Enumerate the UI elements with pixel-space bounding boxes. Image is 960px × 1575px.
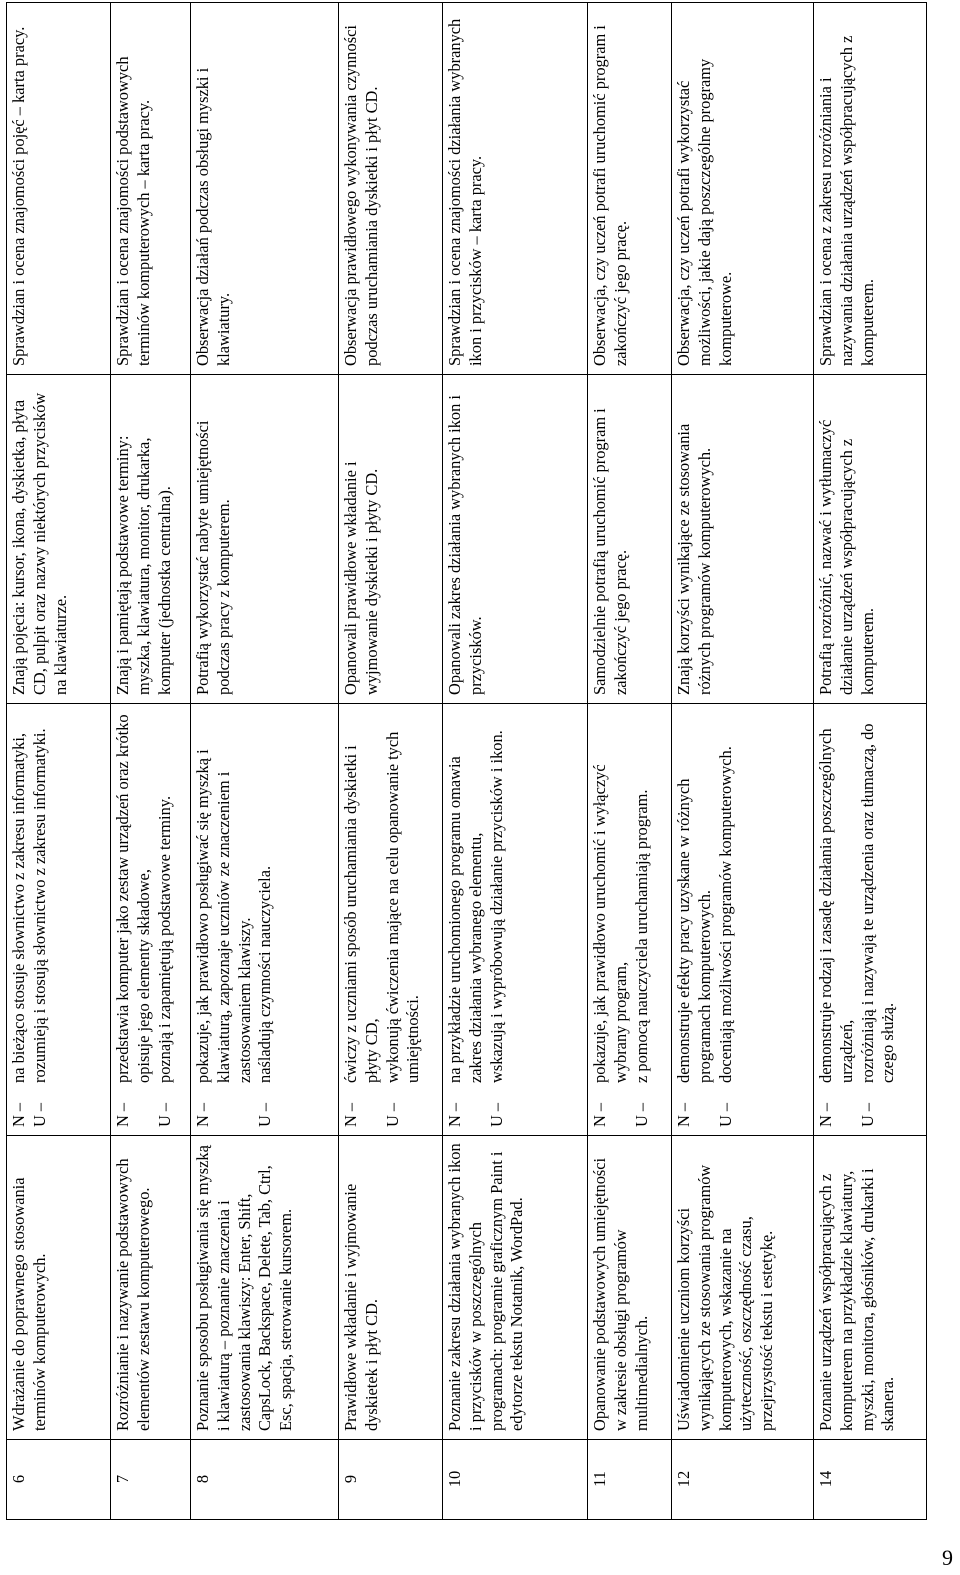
activity-item: [30, 711, 51, 1127]
row-number: 7: [111, 1440, 191, 1520]
activity-item: [487, 711, 508, 1127]
activity-text: pokazuje, jak prawidłowo posługiwać się myszką i klawiaturą, zapoznaje uczniów ze znaczeniem i zastosowaniem klawiszy.: [193, 749, 254, 1083]
activity-item: [590, 711, 632, 1127]
activities-cell: [191, 704, 339, 1136]
goal-cell: Poznanie zakresu działania wybranych ikon i przycisków w poszczególnych programach: programie graficznym Paint i edytorze tekstu Notatnik, WordPad.: [443, 1136, 588, 1440]
actor-label: N –: [193, 1102, 212, 1127]
actor-label: U –: [631, 1102, 651, 1127]
row-number: 11: [588, 1440, 672, 1520]
goal-cell: Uświadomienie uczniom korzyści wynikających ze stosowania programów komputerowych, wskazanie na użyteczność, oszczędność czasu, przejrzystość tekstu i estetykę.: [672, 1136, 814, 1440]
row-number: 10: [443, 1440, 588, 1520]
rotated-page: [6, 3, 926, 1520]
evaluation-cell: Sprawdzian i ocena z zakresu rozróżniania i nazywania działania urządzeń współpracujących z komputerem.: [814, 3, 927, 375]
goal-cell: Rozróżnianie i nazywanie podstawowych elementów zestawu komputerowego.: [111, 1136, 191, 1440]
activity-item: [383, 711, 425, 1127]
activity-item: [9, 711, 30, 1127]
row-number: 8: [191, 1440, 339, 1520]
activity-text: demonstruje rodzaj i zasadę działania poszczególnych urządzeń,: [816, 728, 856, 1083]
evaluation-cell: Obserwacja, czy uczeń potrafi uruchomić program i zakończyć jego pracę.: [588, 3, 672, 375]
goal-cell: Opanowanie podstawowych umiejętności w zakresie obsługi programów multimedialnych.: [588, 1136, 672, 1440]
actor-label: U –: [255, 1102, 275, 1127]
lesson-plan-body: [7, 3, 927, 1520]
table-row: [191, 3, 339, 1520]
goal-cell: Poznanie sposobu posługiwania się myszką i klawiaturą – poznanie znaczenia i zastosowania klawiszy: Enter, Shift, CapsLock, Backspace, Delete, Tab, Ctrl, Esc, spacja, sterowanie kursorem.: [191, 1136, 339, 1440]
actor-label: U –: [382, 1102, 402, 1127]
lesson-plan-table: [6, 2, 927, 1520]
activity-item: [193, 711, 255, 1127]
evaluation-cell: Obserwacja działań podczas obsługi myszki i klawiatury.: [191, 3, 339, 375]
actor-label: N –: [590, 1102, 609, 1127]
activity-item: [113, 711, 155, 1127]
activity-text: na przykładzie uruchomionego programu omawia zakres działania wybranego elementu,: [445, 756, 485, 1083]
page-number: 9: [942, 1545, 953, 1570]
activities-cell: [672, 704, 814, 1136]
outcome-cell: Znają korzyści wynikające ze stosowania różnych programów komputerowych.: [672, 375, 814, 704]
goal-cell: Poznanie urządzeń współpracujących z komputerem na przykładzie klawiatury, myszki, monitora, głośników, drukarki i skanera.: [814, 1136, 927, 1440]
activity-text: przedstawia komputer jako zestaw urządzeń oraz krótko opisuje jego elementy składowe,: [113, 714, 153, 1083]
outcome-cell: Znają i pamiętają podstawowe terminy: myszka, klawiatura, monitor, drukarka, komputer (jednostka centralna).: [111, 375, 191, 704]
actor-label: N –: [674, 1102, 693, 1127]
activity-text: poznają i zapamiętują podstawowe terminy.: [154, 795, 174, 1083]
activities-cell: [111, 704, 191, 1136]
activity-text: na bieżąco stosuje słownictwo z zakresu informatyki,: [9, 732, 28, 1083]
row-number: 6: [7, 1440, 111, 1520]
row-number: 14: [814, 1440, 927, 1520]
activities-cell: [443, 704, 588, 1136]
activity-text: naśladują czynności nauczyciela.: [255, 865, 275, 1083]
activities-cell: [7, 704, 111, 1136]
activity-text: ćwiczy z uczniami sposób uruchamiania dyskietki i płyty CD,: [341, 745, 381, 1083]
evaluation-cell: Obserwacja, czy uczeń potrafi wykorzystać możliwości, jakie dają poszczególne programy komputerowe.: [672, 3, 814, 375]
outcome-cell: Znają pojęcia: kursor, ikona, dyskietka, płyta CD, pulpit oraz nazwy niektórych przycisków na klawiaturze.: [7, 375, 111, 704]
table-row: [814, 3, 927, 1520]
actor-label: N –: [113, 1102, 132, 1127]
table-row: [588, 3, 672, 1520]
activities-cell: [588, 704, 672, 1136]
row-number: 9: [339, 1440, 443, 1520]
activity-text: demonstruje efekty pracy uzyskane w różnych programach komputerowych.: [674, 778, 714, 1083]
activity-text: doceniają możliwości programów komputerowych.: [715, 746, 735, 1083]
table-row: [339, 3, 443, 1520]
activity-item: [858, 711, 900, 1127]
outcome-cell: Potrafią rozróżnić, nazwać i wytłumaczyć działanie urządzeń współpracujących z komputerem.: [814, 375, 927, 704]
actor-label: N –: [9, 1102, 28, 1127]
activity-item: [632, 711, 653, 1127]
outcome-cell: Opanowali prawidłowe wkładanie i wyjmowanie dyskietki i płyty CD.: [339, 375, 443, 704]
outcome-cell: Samodzielnie potrafią uruchomić program i zakończyć jego pracę.: [588, 375, 672, 704]
activity-text: pokazuje, jak prawidłowo uruchomić i wyłączyć wybrany program,: [590, 764, 630, 1083]
table-row: [672, 3, 814, 1520]
activities-cell: [339, 704, 443, 1136]
evaluation-cell: Sprawdzian i ocena znajomości pojęć – karta pracy.: [7, 3, 111, 375]
activity-text: rozumieją i stosują słownictwo z zakresu informatyki.: [29, 728, 49, 1083]
row-number: 12: [672, 1440, 814, 1520]
activity-item: [255, 711, 276, 1127]
actor-label: N –: [816, 1102, 835, 1127]
activity-item: [445, 711, 487, 1127]
outcome-cell: Potrafią wykorzystać nabyte umiejętności podczas pracy z komputerem.: [191, 375, 339, 704]
activity-item: [674, 711, 716, 1127]
activity-item: [155, 711, 176, 1127]
evaluation-cell: Obserwacja prawidłowego wykonywania czynności podczas uruchamiania dyskietki i płyt CD.: [339, 3, 443, 375]
table-row: [7, 3, 111, 1520]
actor-label: U –: [486, 1102, 506, 1127]
actor-label: U –: [715, 1102, 735, 1127]
activity-text: rozróżniają i nazywają te urządzenia oraz tłumaczą, do czego służą.: [857, 723, 898, 1083]
actor-label: U –: [29, 1102, 49, 1127]
actor-label: N –: [445, 1102, 464, 1127]
evaluation-cell: Sprawdzian i ocena znajomości działania wybranych ikon i przycisków – karta pracy.: [443, 3, 588, 375]
goal-cell: Wdrażanie do poprawnego stosowania terminów komputerowych.: [7, 1136, 111, 1440]
activity-item: [341, 711, 383, 1127]
actor-label: U –: [857, 1102, 877, 1127]
activity-text: wykonują ćwiczenia mające na celu opanowanie tych umiejętności.: [382, 731, 423, 1083]
table-row: [443, 3, 588, 1520]
activity-item: [716, 711, 737, 1127]
table-row: [111, 3, 191, 1520]
goal-cell: Prawidłowe wkładanie i wyjmowanie dyskietek i płyt CD.: [339, 1136, 443, 1440]
actor-label: N –: [341, 1102, 360, 1127]
activity-text: wskazują i wypróbowują działanie przycisków i ikon.: [486, 730, 506, 1083]
activities-cell: [814, 704, 927, 1136]
activity-item: [816, 711, 858, 1127]
activity-text: z pomocą nauczyciela uruchamiają program.: [631, 789, 651, 1083]
outcome-cell: Opanowali zakres działania wybranych ikon i przycisków.: [443, 375, 588, 704]
actor-label: U –: [154, 1102, 174, 1127]
evaluation-cell: Sprawdzian i ocena znajomości podstawowych terminów komputerowych – karta pracy.: [111, 3, 191, 375]
